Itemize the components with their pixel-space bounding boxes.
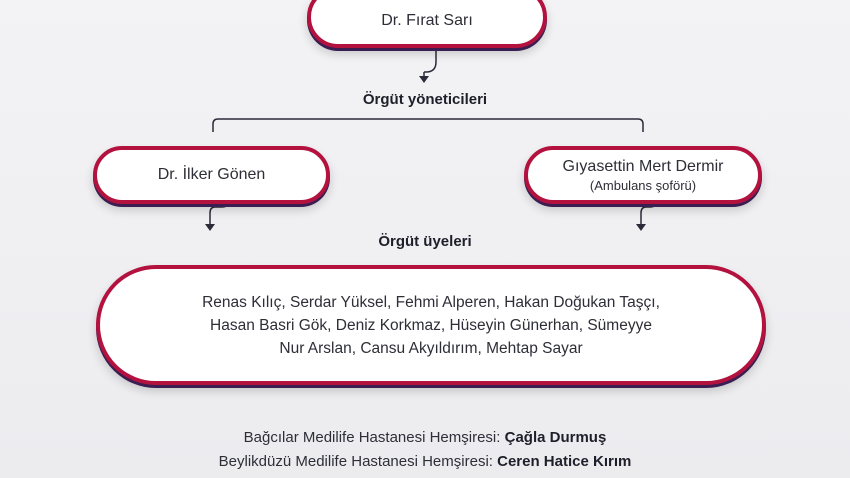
members-line-2: Hasan Basri Gök, Deniz Korkmaz, Hüseyin Günerhan, Sümeyye <box>210 316 652 334</box>
arrowhead-top <box>419 76 429 83</box>
footer-line-1-label: Bağcılar Medilife Hastanesi Hemşiresi: <box>243 429 505 446</box>
arrowhead-right <box>636 224 646 231</box>
footer-line-2-label: Beylikdüzü Medilife Hastanesi Hemşiresi: <box>218 453 498 470</box>
managers-heading: Örgüt yöneticileri <box>362 91 488 108</box>
top-node <box>307 0 547 48</box>
arrowhead-left <box>205 224 215 231</box>
manager-node-2 <box>524 146 762 204</box>
footer-line-2-name: Ceren Hatice Kırım <box>497 453 632 470</box>
manager-node-2-name: Gıyasettin Mert Dermir <box>562 157 724 175</box>
footer-line-2 <box>0 453 850 470</box>
members-list <box>172 291 690 360</box>
members-heading: Örgüt üyeleri <box>378 233 472 250</box>
members-node <box>96 265 766 385</box>
members-line-1: Renas Kılıç, Serdar Yüksel, Fehmi Alperen, Hakan Doğukan Taşçı, <box>202 293 660 311</box>
footer-line-1-name: Çağla Durmuş <box>504 429 607 446</box>
footer-line-1 <box>0 429 850 446</box>
manager-node-1 <box>93 146 330 204</box>
members-line-3: Nur Arslan, Cansu Akyıldırım, Mehtap Sayar <box>279 339 583 357</box>
connector-bracket <box>213 119 643 132</box>
top-node-name: Dr. Fırat Sarı <box>381 12 473 29</box>
manager-node-2-role: (Ambulans şoförü) <box>589 177 697 193</box>
manager-node-1-name: Dr. İlker Gönen <box>157 166 266 183</box>
